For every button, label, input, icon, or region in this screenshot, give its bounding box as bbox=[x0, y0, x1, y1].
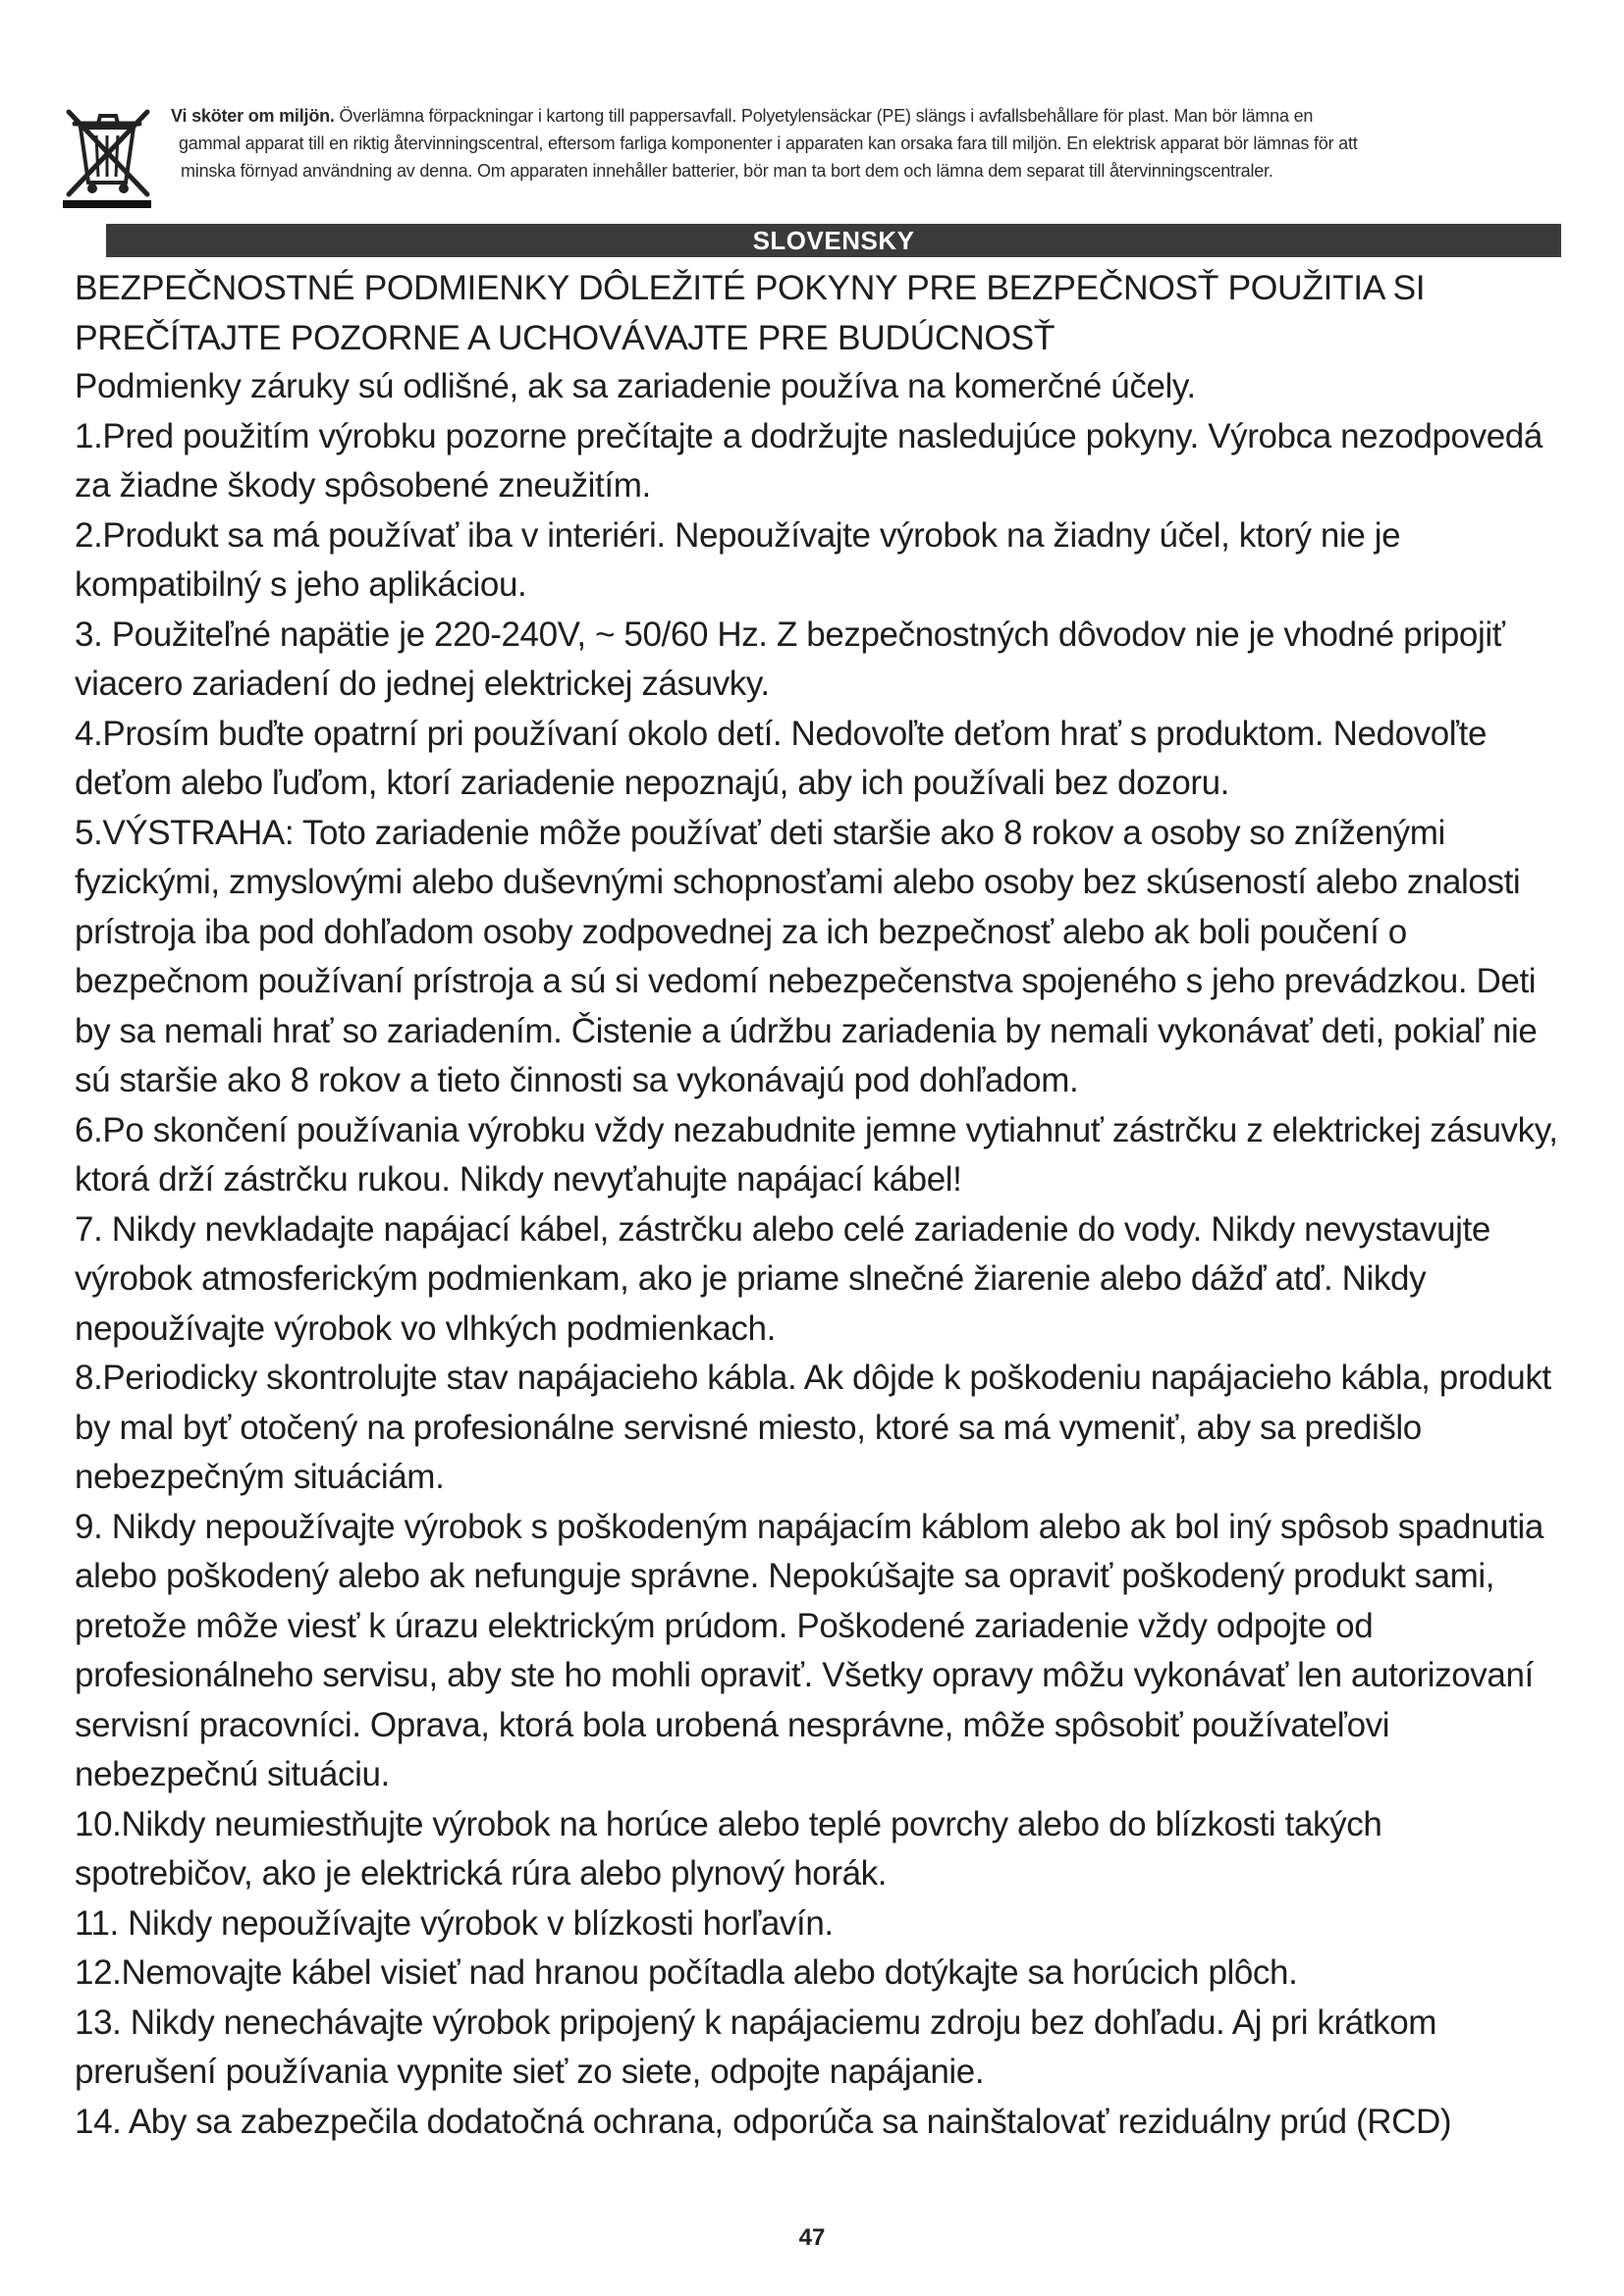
recycling-line-2: gammal apparat till en riktig återvinningscentral, eftersom farliga komponenter i apparaten kan orsaka fara till miljön. En elektrisk apparat bör lämnas för att bbox=[179, 133, 1358, 153]
recycling-lead: Vi sköter om miljön. bbox=[171, 106, 335, 126]
instruction-item-6: 6.Po skončení používania výrobku vždy nezabudnite jemne vytiahnuť zástrčku z elektrickej zásuvky, ktorá drží zástrčku rukou. Nikdy nevyťahujte napájací kábel! bbox=[75, 1110, 1558, 1199]
instruction-item-5: 5.VÝSTRAHA: Toto zariadenie môže používať deti staršie ako 8 rokov a osoby so zníženými fyzickými, zmyslovými alebo duševnými schopnosťami alebo osoby bez skúseností alebo znalosti prístroja iba pod dohľadom osoby zodpovednej za ich bezpečnosť alebo ak boli poučení o bezpečnom používaní prístroja a sú si vedomí nebezpečenstva spojeného s jeho prevádzkou. Deti by sa nemali hrať so zariadením. Čistenie a údržbu zariadenia by nemali vykonávať deti, pokiaľ nie sú staršie ako 8 rokov a tieto činnosti sa vykonávajú pod dohľadom. bbox=[75, 813, 1538, 1099]
instruction-item-8: 8.Periodicky skontrolujte stav napájacieho kábla. Ak dôjde k poškodeniu napájacieho kábla, produkt by mal byť otočený na profesionálne servisné miesto, ktoré sa má vymeniť, aby sa predišlo nebezpečným situáciám. bbox=[75, 1359, 1551, 1496]
instruction-item-7: 7. Nikdy nevkladajte napájací kábel, zástrčku alebo celé zariadenie do vody. Nikdy nevystavujte výrobok atmosferickým podmienkam, ako je priame slnečné žiarenie alebo dážď atď. Nikdy nepoužívajte výrobok vo vlhkých podmienkach. bbox=[75, 1209, 1490, 1348]
recycling-notice bbox=[61, 102, 1553, 210]
instruction-item-9: 9. Nikdy nepoužívajte výrobok s poškodeným napájacím káblom alebo ak bol iný spôsob spadnutia alebo poškodený alebo ak nefunguje správne. Nepokúšajte sa opraviť poškodený produkt sami, pretože môže viesť k úrazu elektrickým prúdom. Poškodené zariadenie vždy odpojte od profesionálneho servisu, aby ste ho mohli opraviť. Všetky opravy môžu vykonávať len autorizovaní servisní pracovníci. Oprava, ktorá bola urobená nesprávne, môže spôsobiť používateľovi nebezpečnú situáciu. bbox=[75, 1507, 1543, 1793]
recycling-line-3: minska förnyad användning av denna. Om apparaten innehåller batterier, bör man ta bort dem och lämna dem separat till återvinningscentraler. bbox=[181, 161, 1273, 181]
warranty-note: Podmienky záruky sú odlišné, ak sa zariadenie používa na komerčné účely. bbox=[75, 367, 1196, 405]
instruction-item-13: 13. Nikdy nenechávajte výrobok pripojený k napájaciemu zdroju bez dohľadu. Aj pri krátkom prerušení používania vypnite sieť zo siete, odpojte napájanie. bbox=[75, 2002, 1437, 2091]
instruction-item-14: 14. Aby sa zabezpečila dodatočná ochrana, odporúča sa nainštalovať reziduálny prúd (RCD) bbox=[75, 2102, 1452, 2141]
instruction-item-10: 10.Nikdy neumiestňujte výrobok na horúce alebo teplé povrchy alebo do blízkosti takých spotrebičov, ako je elektrická rúra alebo plynový horák. bbox=[75, 1804, 1382, 1893]
recycling-text bbox=[159, 102, 1622, 185]
instruction-item-3: 3. Použiteľné napätie je 220-240V, ~ 50/60 Hz. Z bezpečnostných dôvodov nie je vhodné pripojiť viacero zariadení do jednej elektrickej zásuvky. bbox=[75, 614, 1505, 703]
safety-instructions bbox=[75, 263, 1567, 2147]
page-number: 47 bbox=[798, 2224, 826, 2251]
instruction-item-1: 1.Pred použitím výrobku pozorne prečítajte a dodržujte nasledujúce pokyny. Výrobca nezodpovedá za žiadne škody spôsobené zneužitím. bbox=[75, 416, 1543, 505]
crossed-out-bin-icon bbox=[61, 106, 153, 208]
instruction-item-11: 11. Nikdy nepoužívajte výrobok v blízkosti horľavín. bbox=[75, 1903, 834, 1943]
recycling-line-1-rest: Överlämna förpackningar i kartong till pappersavfall. Polyetylensäckar (PE) slängs i avfallsbehållare för plast. Man bör lämna en bbox=[334, 106, 1314, 126]
recycling-line-1 bbox=[171, 102, 1622, 130]
language-banner: SLOVENSKY bbox=[106, 224, 1561, 257]
instruction-item-4: 4.Prosím buďte opatrní pri používaní okolo detí. Nedovoľte deťom hrať s produktom. Nedovoľte deťom alebo ľuďom, ktorí zariadenie nepoznajú, aby ich používali bez dozoru. bbox=[75, 714, 1488, 802]
safety-heading: BEZPEČNOSTNÉ PODMIENKY DÔLEŽITÉ POKYNY PRE BEZPEČNOSŤ POUŽITIA SI PREČÍTAJTE POZORNE A UCHOVÁVAJTE PRE BUDÚCNOSŤ bbox=[75, 268, 1426, 357]
instruction-item-2: 2.Produkt sa má používať iba v interiéri. Nepoužívajte výrobok na žiadny účel, ktorý nie je kompatibilný s jeho aplikáciou. bbox=[75, 515, 1401, 604]
instruction-item-12: 12.Nemovajte kábel visieť nad hranou počítadla alebo dotýkajte sa horúcich plôch. bbox=[75, 1953, 1298, 1992]
